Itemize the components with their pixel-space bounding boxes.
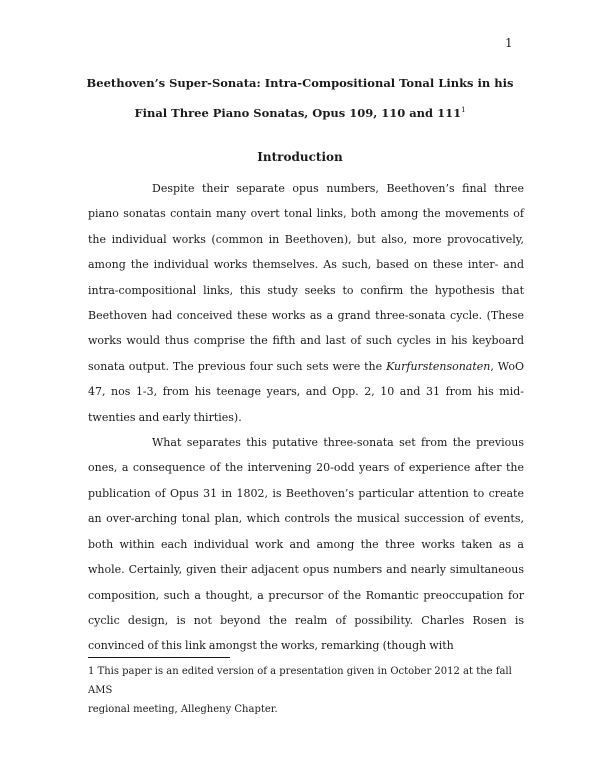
- footnote-line-1: 1 This paper is an edited version of a presentation given in October 2012 at the fall AMS: [88, 666, 512, 696]
- title-line-2-text: Final Three Piano Sonatas, Opus 109, 110 and 111: [134, 106, 462, 120]
- title-line-1: Beethoven’s Super-Sonata: Intra-Compositional Tonal Links in his: [86, 76, 514, 90]
- paper-title: [40, 70, 560, 127]
- section-heading: Introduction: [257, 150, 343, 164]
- footnote: [88, 662, 522, 719]
- title-line-2: [40, 97, 560, 127]
- paragraph-1-start: Despite their separate opus numbers, Beethoven’s final three piano sonatas contain many overt tonal links, both among the movements of the individual works (common in Beethoven), but also, more provocatively, among the individual works themselves. As such, based on these inter- and intra-compositional links, this study seeks to confirm the hypothesis that Beethoven had conceived these works as a grand three-sonata cycle. (These works would thus comprise the fifth and last of such cycles in his keyboard sonata output. The previous four such sets were the: [88, 182, 524, 373]
- title-footnote-marker[interactable]: 1: [461, 106, 466, 114]
- page-number: 1: [505, 36, 513, 50]
- paragraph-1-end: , WoO 47, nos 1-3, from his teenage years, and Opp. 2, 10 and 31 from his mid-twenties and early thirties).: [88, 359, 525, 424]
- paragraph-2: What separates this putative three-sonata set from the previous ones, a consequence of the intervening 20-odd years of experience after the publication of Opus 31 in 1802, is Beethoven’s particular attention to create an over-arching tonal plan, which controls the musical succession of events, both within each individual work and among the three works taken as a whole. Certainly, given their adjacent opus numbers and nearly simultaneous composition, such a thought, a precursor of the Romantic preoccupation for cyclic design, is not beyond the realm of possibility. Charles Rosen is convinced of this link amongst the works, remarking (though with: [88, 436, 524, 653]
- footnote-line-2: regional meeting, Allegheny Chapter.: [88, 704, 278, 715]
- body-text: [88, 176, 524, 659]
- footnote-divider: [88, 657, 230, 658]
- paragraph-1: [88, 176, 524, 430]
- italic-title: Kurfurstensonaten: [386, 359, 491, 373]
